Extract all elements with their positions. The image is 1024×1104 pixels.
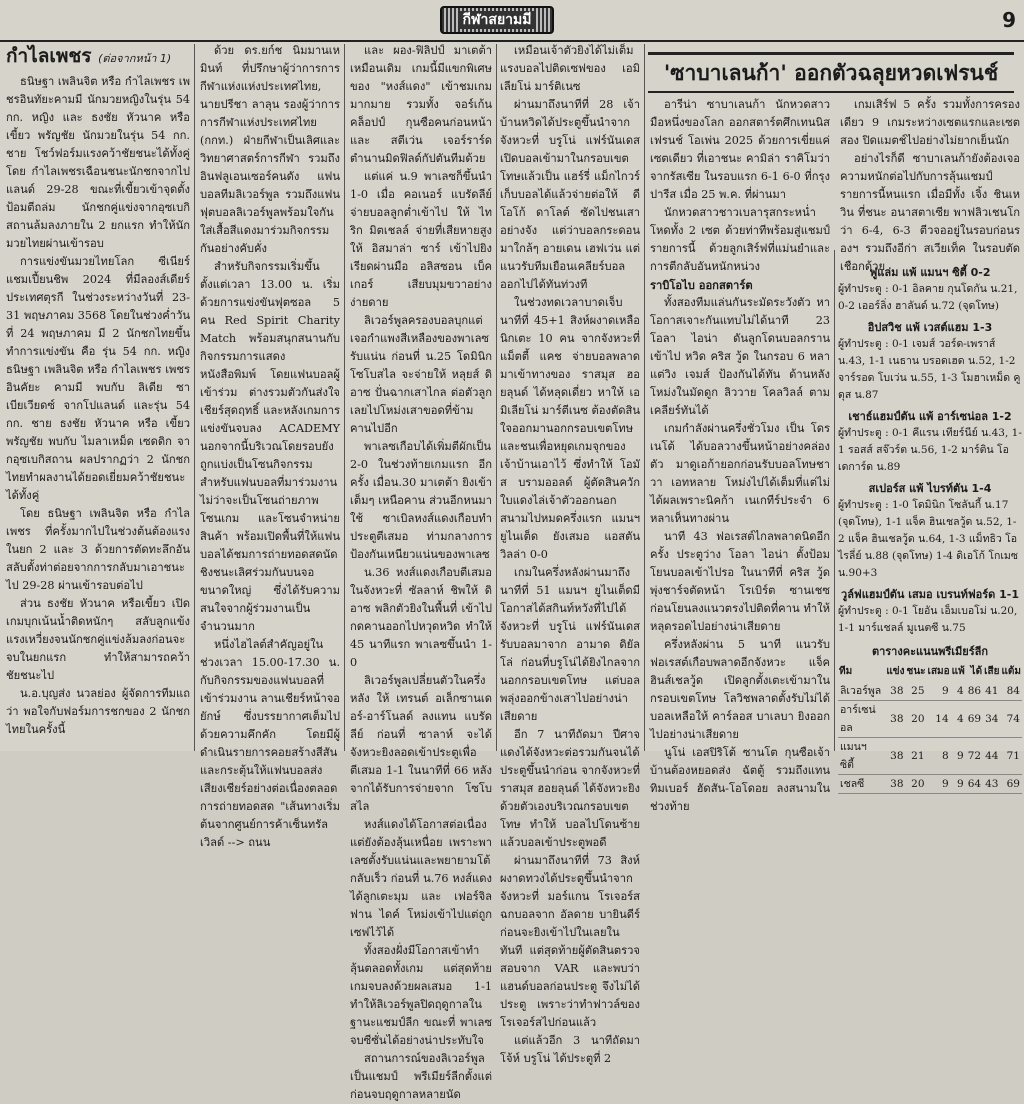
match-scorers: ผู้ทำประตู : 0-1 อิลคาย กุนโดกัน น.21, 0-2 เออร์ลิ่ง ฮาลันด์ น.72 (จุดโทษ) <box>838 283 1018 312</box>
paragraph: ด้วย ดร.ยก์ช นิมมานเหมินท์ ที่ปรึกษาผู้ว่าการการกีฬาแห่งแห่งประเทศไทย, นายปรีชา ลาลุน รองผู้ว่าการการกีฬาแห่งประเทศไทย (กกท.) ฝ่ายกีฬาเป็นเลิศและวิทยาศาสตร์การกีฬา รวมถึงอินฟลูเอนเซอร์คนดัง แฟนบอลทีมลิเวอร์พูล รวมถึงแฟนฟุตบอลลิเวอร์พูลพร้อมใจกันใส่เสื้อสีแดงมาร่วมกิจกรรมกันอย่างคับคั่ง <box>200 44 340 255</box>
match-scorers: ผู้ทำประตู : 0-1 โยอัน เอ็มเบอโม่ น.20, 1-1 มาร์แชลล์ มูเนตซี น.75 <box>838 605 1018 634</box>
paragraph: นูโน่ เอสปิริโต้ ซานโต กุนซือเจ้าบ้านต้องหยอดส่ง ฉัตตู้ รวมถึงแทน ทิมเบอร์ ฮัดสัน-โอโดอย ลงสนามในช่วงท้าย <box>650 746 830 813</box>
page-number: 9 <box>1002 8 1016 32</box>
column-rule <box>344 44 345 751</box>
paragraph: นาที 43 ฟอเรสต์ไกลพลาดนิดอีกครั้ง ประตูว่าง โอลา ไอน่า ตั้งป้อมโยนบอลเข้าไปรอ ในนาทีที่ คริส วู้ด พุ่งชาร์จตัดหน้า โรเบิร์ต ซานเชซ ก่อนโยนลงแนวตรงไปติดที่คาน ทำให้หลุดรอดไปอย่างน่าเสียดาย <box>650 530 830 633</box>
article-column-2 <box>200 42 340 849</box>
stat-cell: 43 <box>983 775 1000 794</box>
stat-cell: 71 <box>1000 738 1022 775</box>
header-cell: ทีม <box>839 666 853 677</box>
article-column-1 <box>6 42 190 751</box>
paragraph: หงส์แดงได้โอกาสต่อเนื่อง แต่ยังต้องลุ้นเหนื่อย เพราะพาเลซตั้งรับแน่นและพยายามโต้กลับเร็ว ก่อนที่ น.76 หงส์แดงได้ลูกเตะมุม และ เฟอร์จิล ฟาน ไดค์ โหม่งเข้าไปแต่ถูกเซฟไว้ได้ <box>350 818 492 939</box>
column-rule <box>834 250 835 751</box>
column-rule <box>496 44 497 751</box>
stat-cell: 38 <box>885 682 905 701</box>
column-rule <box>644 44 645 751</box>
match-score: สเปอร์ส แพ้ ไบรท์ตัน 1-4 <box>868 482 992 495</box>
team-cell: ลิเวอร์พูล <box>838 682 885 701</box>
table-row <box>838 701 1022 738</box>
paragraph: ในช่วงทดเวลาบาดเจ็บนาทีที่ 45+1 สิงห์ผงาดเหลือนิกเตะ 10 คน จากจังหวะที่ แม็ตตี้ แคช จ่ายบอลพลาด มาเข้าทางของ ราสมุส ฮอยลุนด์ ได้หลุดเดี่ยว หาให้ เอมิเลียโน่ มาร์ตีเนซ ต้องตัดสินใจออกมานอกกรอบเขตโทษ และชนเพื่อหยุดเกมจุกของเจ้าบ้านเอาไว้ ซึ่งทำให้ โอมัส บรามออลด์ ผู้ตัดสินควักใบแดงไล่เจ้าตัวออกนอกสนามไปหมดครึ่งแรก แมนฯ ยูไนเต็ด ยังเสมอ แอสตัน วิลล่า 0-0 <box>500 296 640 561</box>
stat-cell: 20 <box>906 775 927 794</box>
paragraph: โดย ธนิษฐา เพลินจิต หรือ กำไลเพชร ที่ครั้งมากไปในช่วงต้นต้องแรงในยก 2 และ 3 ด้วยการตัดทะลึกอันสลับตั้งท่าต่อยจากการกลับมาเอาชนะไป 29-28 ผ่านเข้ารอบต่อไป <box>6 507 190 592</box>
paragraph: และ ผอง-ฟิลิปป์ มาเตต้า เหมือนเดิม เกมนี้มีแขกพิเศษของ "หงส์แดง" เข้าชมเกมมากมาย รวมทั้ง จอร์เก้น คล็อปป์ กุนซือคนก่อนหน้า และ สตีเว่น เจอร์ราร์ด ตำนานมิดฟิลด์กัปตันทีมด้วย <box>350 44 492 165</box>
paragraph: น.อ.บุญส่ง นวลย่อง ผู้จัดการทีมแถว่า พอใจกับฟอร์มการชกของ 2 นักชกไทยในครั้งนี้ <box>6 687 190 736</box>
stat-cell: 84 <box>1000 682 1022 701</box>
paragraph: ผ่านมาถึงนาทีที่ 73 สิงห์ผงาดทวงได้ประตูขึ้นนำจากจังหวะที่ มอร์แกน โรเจอร์ส ฉกบอลจาก อัลดาย บายินดีร์ ก่อนจะยิงเข้าไปในเลยในทันที แต่สุดท้ายผู้ตัดสินตรวจสอบจาก VAR และพบว่าแฮนด์บอลก่อนประตู จึงไม่ได้ประตู เพราะว่าทำฟาวล์ของโรเจอร์สไปก่อนแล้ว <box>500 854 640 1029</box>
match-result <box>838 319 1022 404</box>
team-cell: เชลซี <box>838 775 885 794</box>
paragraph: เหมือนเจ้าตัวยิงได้ไม่เต็มแรงบอลไปติดเซฟของ เอมิเลียโน่ มาร์ติเนซ <box>500 44 640 93</box>
header-cell: เสีย <box>984 666 1000 677</box>
stat-cell: 74 <box>1000 701 1022 738</box>
article-column-3 <box>350 42 492 1101</box>
continued-note: (ต่อจากหน้า 1) <box>98 52 172 65</box>
paragraph: เกมในครึ่งหลังผ่านมาถึงนาทีที่ 51 แมนฯ ยูไนเต็ดมีโอกาสได้สกินท์หวังที่ไปได้จังหวะที่ บรูโน่ แฟร์นันเดส รับบอลมาจาก อามาด ดิยัลโล่ ก่อนที่บรูโน่ได้ยิงไกลจากนอกกรอบเขตโทษ แต่บอลพลุ่งออกข้างเสาไปอย่างน่าเสียดาย <box>500 566 640 723</box>
team-cell: แมนฯ ซิตี้ <box>838 738 885 775</box>
match-score: อิปสวิช แพ้ เวสต์แฮม 1-3 <box>867 321 993 334</box>
paragraph: อีก 7 นาทีถัดมา ปีศาจแดงได้จังหวะต่อรวมกันจนได้ประตูขึ้นนำก่อน จากจังหวะที่ ราสมุส ฮอยลุนด์ ได้จังหวะยิงด้วยตัวเองบริเวณกรอบเขตโทษ ทำให้ บอลไปโดนซ้ายแล้วบอลเข้าประตูพอดี <box>500 728 640 849</box>
paragraph: แต่แค่ น.9 พาเลซก็ขึ้นนำ 1-0 เมื่อ คอเนอร์ แบรัดลีย์ จ่ายบอลลูกต่ำเข้าไป ให้ ไทริก มิตเชลล์ จ่ายที่เสียหายสูงให้ อิสมาล่า ซาร์ เข้าไปยิงเรียดผ่านมือ อลิสซอน เบ็คเกอร์ เสียบมุมขวาอย่างง่ายดาย <box>350 170 492 309</box>
header-cell: ชนะ <box>906 666 926 677</box>
stat-cell: 69 <box>1000 775 1022 794</box>
header-cell: แพ้ <box>951 666 965 677</box>
standings-header-row <box>838 662 1022 682</box>
paragraph: อย่างไรก็ดี ซาบาเลนก้ายังต้องเจอความหนักต่อไปกับการลุ้นแชมป์รายการนี้หนแรก เมื่อมีทั้ง เจิ้ง ชินเหวิน ที่ชนะ อนาสตาเซีย พาฟลิวเชนโกว่า 6-4, 6-3 ตีวจออยู่ในรอบก่อนรองฯ รวมถึงอีก่า สเวียเท็ค ในรอบตัดเชือกด้วย <box>840 152 1020 273</box>
header-cell: เสมอ <box>927 666 950 677</box>
stat-cell: 34 <box>983 701 1000 738</box>
stat-cell: 64 <box>966 775 983 794</box>
article-headline <box>6 44 190 71</box>
match-scorers: ผู้ทำประตู : 0-1 คีแรน เทียร์นีย์ น.43, 1-1 รอสส์ สจ๊วร์ต น.56, 1-2 มาร์ติน โอเดการ์ด น.89 <box>838 427 1022 473</box>
paragraph: ธนิษฐา เพลินจิต หรือ กำไลเพชร เพชรอินทัยะคามมี นักมวยหญิงในรุ่น 54 กก. หญิง และ ธงชัย หัวนาค หรือ เขี้ยว พรัญชัย นักมวยในรุ่น 54 กก. ชาย โชว์ฟอร์มแรงคว้าชัยชนะได้ทั้งคู่ โดย กำไลเพชรเฉือนชนะนักชกจากไปแลนด์ 29-28 ขณะที่เขี้ยวเข้าจุดตั้งป้อมตีถล่ม นักชกคู่แข่งจากอุซเบกิสถานล้มลงภายใน 2 ยกแรก ทำให้นักมวยไทยผ่านเข้ารอบ <box>6 75 190 250</box>
match-scorers: ผู้ทำประตู : 0-1 เจมส์ วอร์ด-เพราส์ น.43, 1-1 เนธาน บรอดเฮด น.52, 1-2 จาร์รอด โบเว่น น.55, 1-3 โมฮาเหม็ด คูดุส น.87 <box>838 338 1021 401</box>
match-score: เชาธ์แฮมป์ตัน แพ้ อาร์เซน่อล 1-2 <box>848 410 1012 423</box>
tennis-headline: 'ซาบาเลนก้า' ออกตัวฉลุยหวดเฟรนช์ <box>648 52 1014 93</box>
stat-cell: 69 <box>966 701 983 738</box>
header-cell: แต้ม <box>1001 666 1021 677</box>
column-rule <box>194 44 195 751</box>
paragraph: เกมกำลังผ่านครึ่งชั่วโมง เป็น โดร เนโต้ ได้บอลวางขึ้นหน้าอย่างคล่องตัว มาดูเอก้ายอกก่อนรับบอลโทษชาวา เอทหลาย โหม่งไปได้เต็มที่แต่ไม่ได้ผลเพราะนิคก้า เนเกทีร์ประจำ 6 หลาเห็นทางผ่าน <box>650 422 830 525</box>
paragraph: พาเลซเกือบได้เพิ่มตีผักเป็น 2-0 ในช่วงท้ายเกมแรก อีกครั้ง เมื่อน.30 มาเตต้า ยิงเข้าเต็มๆ เหนือคาน ส่วนอีกหนมาใช้ ซาเบิลหงส์แดงเกือบทำประตูตีเสมอ ท่ามกลางการป้องกันเหนียวแน่นของพาเลซ <box>350 440 492 561</box>
paragraph: ครึ่งหลังผ่าน 5 นาที แนวรับฟอเรสต์เกือบพลาดอีกจังหวะ แจ็ค ฮินส์เชลวู้ด เปิดลูกตั้งเตะเข้ามาในกรอบเขตโทษ โลวิชพลาดตั้งรับไม่ได้ บอลเหลือให้ คาร์ลอส บาเลบา ยิงออกไปอย่างน่าเสียดาย <box>650 638 830 741</box>
stat-cell: 38 <box>885 701 905 738</box>
match-result <box>838 264 1022 315</box>
match-scorers: ผู้ทำประตู : 1-0 โดมินิก โซลันกี้ น.17 (จุดโทษ), 1-1 แจ็ค ฮินเชลวู้ด น.52, 1-2 แจ็ค ฮินเชลวู้ด น.64, 1-3 แม็ทธิว โอไรลี่ย์ น.88 (จุดโทษ) 1-4 ดิเอโก้ โกเมซ น.90+3 <box>838 499 1018 579</box>
stat-cell: 9 <box>927 682 951 701</box>
stat-cell: 4 <box>951 701 966 738</box>
match-result <box>838 408 1022 476</box>
match-result <box>838 480 1022 582</box>
paragraph: ส่วน ธงชัย หัวนาค หรือเขี้ยว เปิดเกมบุกเน้นน้ำติดหนักๆ สลับลูกแข้ง แรงเหวี่ยงจนนักชกคู่แข่งล้มลงก่อนจะจบในยกแรก ทำให้สามารถคว้าชัยชนะไป <box>6 597 190 682</box>
paragraph: หนึ่งไฮไลต์สำคัญอยู่ในช่วงเวลา 15.00-17.30 น. กับกิจกรรมของแฟนบอลที่เข้าร่วมงาน ลานเชียร์หน้าจอยักษ์ ซึ่งบรรยากาศเต็มไปด้วยความคึกคัก โดยมีผู้ดำเนินรายการคอยสร้างสีสันและกระตุ้นให้แฟนบอลส่งเสียงเชียร์อย่างต่อเนื่องตลอดการถ่ายทอดสด "เส้นทางเริ่มต้นจากศูนย์การค้าเซ็นทรัลเวิลด์ --> ถนน <box>200 638 340 849</box>
stat-cell: 86 <box>966 682 983 701</box>
paragraph: ทั้งสองฝั่งมีโอกาสเข้าทำลุ้นตลอดทั้งเกม แต่สุดท้ายเกมจบลงด้วยผลเสมอ 1-1 ทำให้ลิเวอร์พูลปิดฤดูกาลในฐานะแชมป์ลีก ขณะที่ พาเลซ จบซีซั่นได้อย่างน่าประทับใจ <box>350 944 492 1047</box>
stat-cell: 20 <box>906 701 927 738</box>
stat-cell: 9 <box>927 775 951 794</box>
paragraph: แต่แล้วอีก 3 นาทีถัดมา โจ้ห์ บรูโน่ ได้ประตูที่ 2 <box>500 1034 640 1065</box>
section-title: กีฬาสยามมี <box>459 11 536 29</box>
paragraph: นักหวดสาวชาวเบลารุสกระหน่ำโหดทั้ง 2 เซต ด้วยท่าทีพร้อมสู่แชมป์รายการนี้ ด้วยลูกเสิร์ฟที่แม่นยำและการตีกลับอันหนักหน่วง <box>650 206 830 273</box>
article-column-4 <box>500 42 640 1065</box>
match-score: ฟูแล่ม แพ้ แมนฯ ซิตี้ 0-2 <box>869 266 991 279</box>
headline-text: กำไลเพชร <box>6 45 92 67</box>
stat-cell: 38 <box>885 738 905 775</box>
stat-cell: 21 <box>906 738 927 775</box>
stat-cell: 9 <box>951 775 966 794</box>
stat-cell: 14 <box>927 701 951 738</box>
paragraph: อารีน่า ซาบาเลนก้า นักหวดสาวมือหนึ่งของโลก ออกสตาร์ตศึกเทนนิสเฟรนช์ โอเพ่น 2025 ด้วยการเขี่ยแค่เซตเดียว ที่เอาชนะ คามิล่า ราคิโมว่า จากรัสเซีย ในรอบแรก 6-1 6-0 ที่กรุงปารีส เมื่อ 25 พ.ค. ที่ผ่านมา <box>650 98 830 201</box>
paragraph: ทั้งสองทีมแล่นกันระมัดระวังตัว หาโอกาสเจาะกันแทบไม่ได้นาที 23 โอลา ไอน่า ดันลูกโดนบอลกรานเข้าไป หวิด คริส วู้ด ในกรอบ 6 หลา แต่วิง เจมส์ ป้องกันได้ทัน ด้านหลังโหม่งในมัดดูก ลิววาย โคลวิลล์ ตามเคลียร์ทันได้ <box>650 296 830 417</box>
paragraph: น.36 หงส์แดงเกือบตีเสมอ ในจังหวะที่ ซัลลาห์ ชิพให้ ดิอาซ พลิกตัวยิงในพื้นที่ เข้าไปกดคานออกไปหวุดหวิด ทำให้ 45 นาทีแรก พาเลซขึ้นนำ 1-0 <box>350 566 492 669</box>
stat-cell: 9 <box>951 738 966 775</box>
results-panel <box>838 260 1022 794</box>
section-banner <box>440 6 554 34</box>
masthead <box>0 0 1024 42</box>
match-score: วูล์ฟแฮมป์ตัน เสมอ เบรนท์ฟอร์ด 1-1 <box>841 588 1019 601</box>
paragraph: ผ่านมาถึงนาทีที่ 28 เจ้าบ้านหวิดได้ประตูขึ้นนำจากจังหวะที่ บรูโน่ แฟร์นันเดส เปิดบอลเข้ามาในกรอบเขตโทษแล้วเป็น แฮร์รี่ แม็กไกวร์ เก็บบอลได้แล้วจ่ายต่อให้ ดีโอโก้ ดาโลต์ ซัดไปชนเสาอย่างจัง แต่ว่าบอลกระดอนมาใกล้ๆ อายเดน เฮฟเว่น แต่แนวรับทีมเยือนเคลียร์บอลออกไปได้ทันท่วงที <box>500 98 640 291</box>
stat-cell: 41 <box>983 682 1000 701</box>
paragraph: ลิเวอร์พูลครองบอลบุกแต่เจอกำแพงสีเหลืองของพาเลซรับแน่น ก่อนที่ น.25 โดมินิก โซโบสไล จะจ่ายให้ หลุยส์ ดิอาซ ปั่นฉากเสาไกล ต่อตัวลูกเลยไปโหม่งเสาขอดที่ข้ามคานไปอีก <box>350 314 492 435</box>
table-row <box>838 682 1022 701</box>
stat-cell: 4 <box>951 682 966 701</box>
standings-table <box>838 662 1022 794</box>
stat-cell: 38 <box>885 775 905 794</box>
stat-cell: 72 <box>966 738 983 775</box>
article-column-5 <box>650 96 830 813</box>
stat-cell: 25 <box>906 682 927 701</box>
header-cell: ได้ <box>970 666 983 677</box>
paragraph: สำหรับกิจกรรมเริ่มขึ้นตั้งแต่เวลา 13.00 น. เริ่มด้วยการแข่งขันฟุตซอล 5 คน Red Spirit Charity Match พร้อมสนุกสนานกับกิจกรรมการแสดง หนังสือพิมพ์ โดยแฟนบอลผู้เข้าร่วม ต่างรวมตัวกันส่งใจเชียร์สุดฤทธิ์ และหลังเกมการแข่งขันจบลง ACADEMY นอกจากนี้บริเวณโดยรอบยังถูกแบ่งเป็นโซนกิจกรรมสำหรับแฟนบอลที่มาร่วมงาน ไม่ว่าจะเป็นโซนถ่ายภาพ โซนเกม และโซนจำหน่ายสินค้า พร้อมเปิดพื้นที่ให้แฟนบอลได้ชมการถ่ายทอดสดนัดชิงชนะเลิศร่วมกันบนจอขนาดใหญ่ ซึ่งได้รับความสนใจจากผู้ร่วมงานเป็นจำนวนมาก <box>200 260 340 633</box>
team-cell: อาร์เซน่อล <box>838 701 885 738</box>
header-cell: แข่ง <box>886 666 905 677</box>
paragraph: สถานการณ์ของลิเวอร์พูลเป็นแชมป์ พรีเมียร์ลีกตั้งแต่ก่อนจบฤดูกาลหลายนัด <box>350 1052 492 1101</box>
stat-cell: 44 <box>983 738 1000 775</box>
paragraph: การแข่งขันมวยไทยโลก ซีเนียร์ แชมเปี้ยนชิพ 2024 ที่มีลองส์เดียร์ ประเทศตุรกี ในช่วงระหว่างวันที่ 23-31 พฤษภาคม 3568 โดยในช่วงค่ำวันที่ 24 พฤษภาคม มี 2 นักชกไทยขึ้นทำการแข่งขัน คือ รุ่น 54 กก. หญิง ธนิษฐา เพลินจิต หรือ กำไลเพชร เพชรอินคัยะ คามมี พบกับ ลิเดีย ซาเบียเวียดซ์ จากโปแลนด์ และรุ่น 54 กก. ชาย ธงชัย หัวนาค หรือ เขี้ยว พรัญชัย พบกับ ไมลาเหม็ด เซดดิก จากอุซเบกิสถาน ผลปรากฏว่า 2 นักชกไทยทำผลงานได้ยอดเยี่ยมคว้าชัยชนะได้ทั้งคู่ <box>6 255 190 502</box>
standings-title: ตารางคะแนนพรีเมียร์ลีก <box>871 645 989 658</box>
table-row <box>838 738 1022 775</box>
stat-cell: 8 <box>927 738 951 775</box>
paragraph: เกมเสิร์ฟ 5 ครั้ง รวมทั้งการครองเดียว 9 เกมระหว่างเซตแรกและเซตสอง ปิดแมตช์ไปอย่างไม่ยากเย็นนัก <box>840 98 1020 147</box>
paragraph: ลิเวอร์พูลเปลี่ยนตัวในครึ่งหลัง ให้ เทรนต์ อเล็กซานเดอร์-อาร์โนลด์ ลงแทน แบรัดลีย์ ก่อนที่ ซาลาห์ จะได้จังหวะยิงลอดเข้าประตูเพื่อตีเสมอ 1-1 ในนาทีที่ 66 หลังจากได้รับการจ่ายจาก โซโบสไล <box>350 674 492 813</box>
paragraph: ราบิโอไบ ออกสตาร์ต <box>650 278 753 292</box>
match-result <box>838 586 1022 637</box>
table-row <box>838 775 1022 794</box>
